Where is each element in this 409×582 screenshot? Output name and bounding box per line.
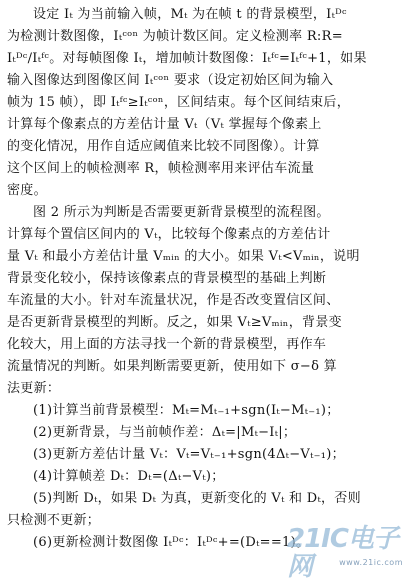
- text-line: 为检测计数图像，Iₜᶜᵒⁿ 为帧计数区间。定义检测率 R:R=: [7, 29, 343, 44]
- paragraph-flowchart-description: [7, 202, 404, 400]
- text-line: 量 Vₜ 和最小方差估计量 Vₘᵢₙ 的大小。如果 Vₜ<Vₘᵢₙ，说明: [7, 249, 360, 264]
- text-line: 图 2 所示为判断是否需要更新背景模型的流程图。: [33, 205, 330, 220]
- text-line: 帧为 15 帧），即 Iₜᶠᶜ≥Iₜᶜᵒⁿ，区间结束。每个区间结束后，: [7, 95, 351, 110]
- text-line: 法更新：: [7, 381, 61, 396]
- algorithm-step: (5)判断 Dₜ，如果 Dₜ 为真，更新变化的 Vₜ 和 Dₜ，否则: [33, 491, 361, 506]
- algorithm-step-continuation: 只检测不更新；: [7, 513, 101, 528]
- algorithm-step: (3)更新方差估计量 Vₜ：Vₜ=Vₜ₋₁+sgn(4Δₜ−Vₜ₋₁)；: [33, 447, 345, 462]
- text-line: 化较大，用上面的方法寻找一个新的背景模型，再作车: [7, 337, 327, 352]
- text-line: 计算每个像素点的方差估计量 Vₜ（Vₜ 掌握每个像素上: [7, 117, 322, 132]
- text-line: 这个区间上的帧检测率 R，帧检测率用来评估车流量: [7, 161, 315, 176]
- text-line: Iₜᴰᶜ/Iₜᶠᶜ。对每帧图像 Iₜ，增加帧计数图像：Iₜᶠᶜ=Iₜᶠᶜ+1，如果: [7, 51, 367, 66]
- algorithm-step: (6)更新检测计数图像 Iₜᴰᶜ：Iₜᴰᶜ+=(Dₜ==1)。: [33, 535, 310, 550]
- watermark-url: www.21ic.com: [339, 558, 403, 567]
- text-line: 计算每个置信区间内的 Vₜ，比较每个像素点的方差估计: [7, 227, 331, 242]
- text-line: 背景变化较小，保持该像素点的背景模型的基础上判断: [7, 271, 327, 286]
- paper-text-block: [7, 4, 404, 554]
- text-line: 车流量的大小。针对车流量状况，作是否改变置信区间、: [7, 293, 340, 308]
- watermark-logo: 21IC电子网: [287, 524, 398, 582]
- text-line: 密度。: [7, 183, 47, 198]
- algorithm-steps-list: [7, 400, 404, 554]
- algorithm-step: (4)计算帧差 Dₜ：Dₜ=(Δₜ−Vₜ)；: [33, 469, 225, 484]
- text-line: 设定 Iₜ 为当前输入帧，Mₜ 为在帧 t 的背景模型，Iₜᴰᶜ: [33, 7, 347, 22]
- paragraph-definitions: [7, 4, 404, 202]
- algorithm-step: (2)更新背景，与当前帧作差：Δₜ=|Mₜ−Iₜ|；: [33, 425, 297, 440]
- text-line: 的变化情况，用作自适应阈值来比较不同图像）。计算: [7, 139, 320, 154]
- algorithm-step: (1)计算当前背景模型：Mₜ=Mₜ₋₁+sgn(Iₜ−Mₜ₋₁)；: [33, 403, 340, 418]
- text-line: 是否更新背景模型的判断。反之，如果 Vₜ≥Vₘᵢₙ，背景变: [7, 315, 342, 330]
- text-line: 流量情况的判断。如果判断需要更新，使用如下 σ−δ 算: [7, 359, 337, 374]
- text-line: 输入图像达到图像区间 Iₜᶜᵒⁿ 要求（设定初始区间为输入: [7, 73, 334, 88]
